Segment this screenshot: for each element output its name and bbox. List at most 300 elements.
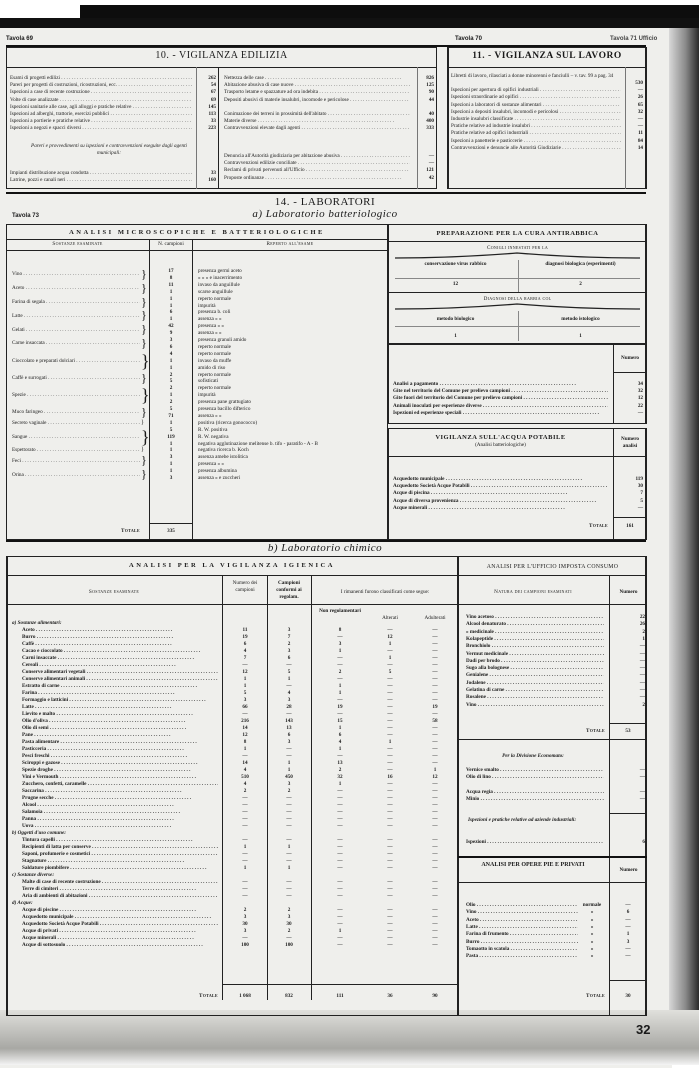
- igienica-sostanza-label: Olio di semi . . .: [22, 725, 218, 732]
- edilizia-right-label: Conimazione dei terreni in prossimità dell'abitato . . .: [224, 111, 410, 118]
- micro-reperto-text: presenza granuli amido: [198, 337, 247, 343]
- lavoro-value: —: [637, 123, 643, 130]
- igienica-sostanza-label: Burro . . .: [22, 634, 218, 641]
- micro-reperto-text: sofisticati: [198, 378, 219, 385]
- consumo-total-bottom-rule: [458, 739, 647, 740]
- igienica-cell-value: —: [387, 886, 393, 892]
- micro-brace-icon: }: [141, 385, 150, 406]
- micro-reperto-text: negativa ricerca b. Koch: [198, 447, 249, 454]
- varie-row: [393, 381, 643, 388]
- micro-total-value: 335: [167, 528, 175, 534]
- igienica-cell-value: —: [387, 879, 393, 885]
- igienica-sostanza-label: Sciroppi e gazose . . .: [22, 760, 218, 767]
- micro-reperto-text: assenza amebe istolitica: [198, 454, 248, 461]
- igienica-cell-value: 1: [388, 641, 392, 647]
- micro-campioni-value: 1: [169, 364, 173, 371]
- lavoro-value: 26: [637, 94, 643, 101]
- micro-reperto-text: R. W. positiva: [198, 426, 228, 433]
- varie-value: 32: [637, 388, 643, 395]
- igienica-cell-value: 19: [337, 704, 343, 710]
- igienica-total-value: 36: [387, 993, 393, 999]
- consumo-row: [466, 658, 645, 665]
- igienica-row: [22, 844, 220, 851]
- lab-batteriologico-subtitle: a) Laboratorio batteriologico: [252, 208, 398, 220]
- igienica-cell-value: 7: [243, 655, 247, 661]
- edilizia-subheading: Pareri e provvedimenti su ispezioni e contravvenzioni eseguite dagli agenti municipali:: [31, 143, 187, 156]
- igienica-cell-value: 4: [243, 648, 247, 654]
- igienica-cell-value: 2: [287, 641, 291, 647]
- micro-campioni-value: 5: [169, 426, 173, 433]
- edilizia-right2-row: [224, 175, 434, 182]
- acqua-value: 7: [640, 490, 643, 497]
- igienica-cell-value: 19: [242, 634, 248, 640]
- lavoro-label: Contravvenzioni e denuncie alle Autorità Giudiziarie . . .: [451, 145, 621, 152]
- acqua-row: [393, 476, 643, 483]
- micro-sostanza-label: [12, 340, 140, 347]
- consumo-total-rule: [609, 723, 647, 724]
- igienica-row: [22, 935, 220, 942]
- lavoro-row: [451, 109, 641, 116]
- igienica-cell-value: —: [242, 823, 248, 829]
- igienica-cell-value: 1: [338, 725, 342, 731]
- aziende-row: [466, 839, 645, 846]
- col-conservazione: conservazione virus rabbico: [424, 261, 487, 267]
- igienica-cell-value: 8: [243, 739, 247, 745]
- micro-campioni-value: 1: [169, 447, 173, 454]
- micro-campioni-value: 2: [169, 399, 173, 406]
- igienica-cell-value: 12: [242, 669, 248, 675]
- igienica-cell-value: —: [286, 823, 292, 829]
- opere-pie-row: [466, 924, 646, 931]
- acqua-value: 30: [637, 483, 643, 490]
- consumo-col-numero: Numero: [619, 589, 638, 595]
- igienica-cell-value: —: [242, 816, 248, 822]
- igienica-sostanza-label: Cereali . . .: [22, 662, 218, 669]
- igienica-cell-value: —: [337, 662, 343, 668]
- igienica-row: [22, 788, 220, 795]
- igienica-cell-value: 19: [432, 704, 438, 710]
- igienica-section-heading: b) Oggetti d'uso comune:: [12, 830, 67, 836]
- igienica-sostanza-label: Pasta alimentare . . .: [22, 739, 218, 746]
- antirabbica-title: PREPARAZIONE PER LA CURA ANTIRABBICA: [436, 230, 599, 237]
- acqua-subtitle: (Analisi batteriologiche): [475, 442, 526, 448]
- igienica-row: [22, 795, 220, 802]
- igienica-cell-value: —: [286, 662, 292, 668]
- economato-row: [466, 796, 645, 803]
- igienica-cell-value: —: [432, 823, 438, 829]
- igienica-cell-value: —: [286, 809, 292, 815]
- microscopiche-title: ANALISI MICROSCOPICHE E BATTERIOLOGICHE: [69, 229, 325, 236]
- igienica-col-alterati: Alterati: [382, 615, 398, 621]
- lavoro-label: Ispezioni a depositi insalubri, incomodi e pericolosi . . .: [451, 109, 621, 116]
- diagnosi-label: Diagnosi della rabbia col: [483, 296, 552, 302]
- micro-brace-icon: }: [141, 322, 147, 337]
- igienica-sostanza-label: Conserve alimentari animali . . .: [22, 676, 218, 683]
- igienica-row: [22, 627, 220, 634]
- igienica-cell-value: —: [432, 865, 438, 871]
- lavoro-title-rule: [447, 67, 647, 68]
- igienica-sostanza-label: Caffè . . .: [22, 641, 218, 648]
- edilizia-left-value: 69: [210, 96, 216, 103]
- micro-campioni-value: 2: [169, 385, 173, 392]
- igienica-cell-value: —: [432, 816, 438, 822]
- edilizia-left-label: Ispezioni sanitarie alle case, agli alloggi e pratiche relative . . .: [10, 104, 192, 111]
- igienica-row: [22, 662, 220, 669]
- micro-campioni-value: 5: [169, 406, 173, 412]
- micro-brace-icon: }: [141, 294, 147, 309]
- igienica-cell-value: 4: [243, 781, 247, 787]
- igienica-row: [22, 655, 220, 662]
- igienica-cell-value: 2: [287, 928, 291, 934]
- igienica-cell-value: —: [337, 921, 343, 927]
- igienica-cell-value: —: [387, 725, 393, 731]
- igienica-sostanza-label: Acquedotto municipale . . .: [22, 914, 218, 921]
- igienica-sostanza-label: Lievito e malto . . .: [22, 711, 218, 718]
- igienica-sostanza-label: Cacao e cioccolato . . .: [22, 648, 218, 655]
- opere-pie-label: Vino . . .: [466, 909, 578, 916]
- igienica-cell-value: —: [432, 858, 438, 864]
- igienica-sostanza-label: Acque di privati . . .: [22, 928, 218, 935]
- igienica-cell-value: 5: [287, 669, 291, 675]
- igienica-cell-value: —: [286, 795, 292, 801]
- micro-reperto-text: negativa agglutinazione melitense b. tifo - paratifo - A - B: [198, 440, 318, 447]
- igienica-cell-value: —: [432, 907, 438, 913]
- igienica-cell-value: —: [242, 662, 248, 668]
- igienica-cell-value: 1: [287, 865, 291, 871]
- igienica-sostanza-label: Acquedotto Società Acque Potabili . . .: [22, 921, 218, 928]
- consumo-value: —: [639, 679, 645, 686]
- igienica-cell-value: 32: [337, 774, 343, 780]
- opere-pie-value: —: [625, 902, 631, 908]
- igienica-cell-value: 143: [285, 718, 293, 724]
- igienica-row: [22, 781, 220, 788]
- val-metodo-istologico: 1: [579, 333, 582, 339]
- scan-top-border: [0, 0, 699, 28]
- igienica-cell-value: 6: [338, 732, 342, 738]
- igienica-cell-value: —: [432, 641, 438, 647]
- igienica-cell-value: —: [387, 718, 393, 724]
- igienica-cell-value: —: [387, 823, 393, 829]
- micro-sostanza-label: [12, 313, 140, 320]
- igienica-sostanza-label: Latte . . .: [22, 704, 218, 711]
- micro-reperto-text: reperto normale: [198, 350, 231, 357]
- micro-reperto-text: reperto normale: [198, 371, 231, 378]
- edilizia-left-row: [10, 104, 216, 111]
- acqua-row: [393, 505, 643, 512]
- igienica-cell-value: 1: [287, 767, 291, 773]
- micro-reperto-text: impurità: [198, 392, 216, 399]
- lavoro-row: [451, 138, 641, 145]
- igienica-cell-value: 5: [243, 690, 247, 696]
- igienica-row: [22, 879, 220, 886]
- acqua-label: Acquedotto Società Acque Potabili . . .: [393, 483, 608, 490]
- antirabbica-mid-rule: [388, 292, 647, 293]
- varie-header-rule: [613, 372, 647, 373]
- igienica-cell-value: 1: [243, 865, 247, 871]
- consumo-value: —: [639, 643, 645, 650]
- micro-campioni-value: 3: [169, 454, 173, 461]
- igienica-cell-value: —: [242, 753, 248, 759]
- consumo-value: 1: [642, 635, 645, 642]
- igienica-cell-value: —: [242, 802, 248, 808]
- igienica-cell-value: —: [286, 879, 292, 885]
- varie-value: 22: [637, 402, 643, 409]
- economato-label: Vernice smalto . . .: [466, 767, 604, 774]
- igienica-cell-value: —: [387, 676, 393, 682]
- igienica-col-numero: Numero dei campioni: [232, 580, 258, 593]
- acqua-total-value: 161: [626, 523, 634, 529]
- varie-row: [393, 410, 643, 417]
- igienica-sostanza-label: Recipienti di latta per conserve . . .: [22, 844, 218, 851]
- micro-sostanza-label: [12, 458, 140, 465]
- igienica-cell-value: —: [432, 746, 438, 752]
- igienica-cell-value: —: [432, 669, 438, 675]
- igienica-row: [22, 746, 220, 753]
- igienica-cell-value: —: [286, 802, 292, 808]
- consumo-row: [466, 665, 645, 672]
- igienica-row: [22, 921, 220, 928]
- igienica-col-rimanenti: I rimanenti furono classificati come segue:: [340, 589, 430, 595]
- igienica-cell-value: —: [337, 802, 343, 808]
- igienica-cell-value: 3: [243, 928, 247, 934]
- igienica-cell-value: 3: [287, 648, 291, 654]
- igienica-cell-value: —: [337, 907, 343, 913]
- opere-pie-header-rule: [458, 882, 647, 883]
- lavoro-row: [451, 145, 641, 152]
- edilizia-left-row: [10, 118, 216, 125]
- edilizia-left-row: [10, 125, 216, 132]
- igienica-cell-value: —: [387, 928, 393, 934]
- igienica-sostanza-label: Pane . . .: [22, 732, 218, 739]
- igienica-total-value: 832: [285, 993, 293, 999]
- lavoro-label: Ispezioni a panetterie e pasticcerie . . .: [451, 138, 621, 145]
- igienica-cell-value: 1: [243, 683, 247, 689]
- lavoro-value: 32: [637, 108, 643, 115]
- igienica-cell-value: —: [387, 704, 393, 710]
- igienica-sostanza-label: Aria di ambienti di abitazioni . . .: [22, 893, 218, 900]
- igienica-cell-value: —: [337, 942, 343, 948]
- micro-brace-icon: }: [141, 447, 144, 454]
- igienica-title-rule: [6, 575, 458, 576]
- igienica-cell-value: —: [387, 753, 393, 759]
- edilizia-left-label: Ispezioni a negozi e spacci diversi . . .: [10, 125, 192, 132]
- consumo-label: » medicinale . . .: [466, 629, 604, 636]
- col-metodo-biologico: metodo biologico: [436, 316, 475, 322]
- edilizia-right-value: 90: [428, 89, 434, 96]
- acqua-numero-header: Numero analisi: [620, 436, 640, 449]
- igienica-cell-value: 1: [243, 676, 247, 682]
- igienica-cell-value: —: [432, 711, 438, 717]
- opere-pie-qualifier: »: [590, 931, 594, 938]
- igienica-cell-value: 3: [338, 641, 342, 647]
- igienica-cell-value: 3: [287, 914, 291, 920]
- igienica-row: [22, 760, 220, 767]
- igienica-cell-value: —: [387, 662, 393, 668]
- micro-sostanza-label: [12, 409, 140, 416]
- edilizia-right2-value: —: [428, 153, 434, 159]
- igienica-sostanza-label: Farina . . .: [22, 690, 218, 697]
- acqua-label: Acquedotto municipale . . .: [393, 476, 608, 483]
- consumo-title: ANALISI PER L'UFFICIO IMPOSTA CONSUMO: [486, 564, 619, 570]
- edilizia-left-row: [10, 89, 216, 96]
- micro-campioni-value: 3: [169, 475, 173, 481]
- igienica-cell-value: —: [337, 788, 343, 794]
- micro-reperto-text: assenza » e zuccheri: [198, 475, 241, 481]
- igienica-cell-value: —: [432, 795, 438, 801]
- edilizia-right-row: [224, 125, 434, 132]
- micro-reperto-text: impurità: [198, 302, 216, 309]
- edilizia-right-value: 826: [426, 75, 434, 81]
- edilizia-right-row: [224, 118, 434, 125]
- consumo-label: Vino . . .: [466, 702, 604, 709]
- igienica-cell-value: 1: [287, 760, 291, 766]
- opere-pie-value: —: [625, 923, 631, 930]
- igienica-cell-value: —: [337, 795, 343, 801]
- micro-campioni-value: 1: [169, 288, 173, 295]
- micro-sostanza-label: [12, 299, 140, 306]
- edilizia-left-value: 223: [208, 125, 216, 132]
- igienica-cell-value: 3: [287, 627, 291, 633]
- igienica-row: [22, 690, 220, 697]
- consumo-label: Alcool denaturato . . .: [466, 621, 604, 628]
- igienica-cell-value: 1: [433, 767, 437, 773]
- igienica-cell-value: —: [286, 683, 292, 689]
- consumo-value: —: [639, 665, 645, 672]
- igienica-cell-value: 12: [242, 732, 248, 738]
- igienica-cell-value: 3: [287, 739, 291, 745]
- igienica-cell-value: —: [432, 655, 438, 661]
- consumo-col-natura: Natura dei campioni esaminati: [494, 589, 572, 595]
- igienica-sostanza-label: Estratto di carne . . .: [22, 683, 218, 690]
- igienica-cell-value: —: [387, 935, 393, 941]
- aziende-value: 6: [642, 839, 645, 845]
- igienica-section-heading: a) Sostanze alimentari:: [12, 620, 62, 626]
- micro-campioni-value: 2: [169, 371, 173, 378]
- igienica-row: [22, 907, 220, 914]
- micro-reperto-text: R. W. negativa: [198, 433, 229, 440]
- igienica-cell-value: 12: [387, 634, 393, 640]
- micro-sostanza-label: [12, 472, 140, 479]
- igienica-cell-value: 1: [388, 739, 392, 745]
- micro-reperto-text: positiva (ricerca gonococco): [198, 419, 258, 426]
- igienica-cell-value: 450: [285, 774, 293, 780]
- micro-sostanza-name: Carne insaccata . . .: [12, 340, 140, 347]
- igienica-cell-value: 2: [338, 767, 342, 773]
- igienica-cell-value: 30: [242, 921, 248, 927]
- igienica-cell-value: 1: [388, 655, 392, 661]
- igienica-cell-value: —: [432, 942, 438, 948]
- micro-sostanza-label: [12, 447, 140, 454]
- microscopiche-title-rule: [6, 239, 388, 240]
- igienica-cell-value: —: [337, 851, 343, 857]
- igienica-cell-value: —: [432, 851, 438, 857]
- consumo-total-value: 53: [625, 728, 631, 734]
- igienica-cell-value: —: [387, 760, 393, 766]
- igienica-sostanza-label: Olio d'oliva . . .: [22, 718, 218, 725]
- opere-pie-qualifier: »: [590, 916, 594, 923]
- igienica-sostanza-label: Alcool . . .: [22, 802, 218, 809]
- consumo-label: Rosalene . . .: [466, 694, 604, 701]
- igienica-sostanza-label: Spezie droghe . . .: [22, 767, 218, 774]
- val-diagnosi-biologica: 2: [579, 281, 582, 287]
- opere-pie-label: Burro . . .: [466, 939, 578, 946]
- igienica-cell-value: 2: [338, 669, 342, 675]
- micro-brace-icon: }: [141, 426, 150, 447]
- igienica-cell-value: 2: [287, 907, 291, 913]
- edilizia-left-row: [10, 75, 216, 82]
- igienica-cell-value: 14: [242, 725, 248, 731]
- igienica-cell-value: —: [432, 676, 438, 682]
- igienica-cell-value: 8: [338, 627, 342, 633]
- lab-chimico-subtitle: b) Laboratorio chimico: [267, 542, 383, 554]
- edilizia-right-value: 44: [428, 96, 434, 103]
- igienica-cell-value: 30: [286, 921, 292, 927]
- opere-pie-label: Pasta . . .: [466, 953, 578, 960]
- igienica-cell-value: 13: [337, 760, 343, 766]
- igienica-col-sostanze: Sostanze esaminate: [88, 589, 140, 595]
- economato-row: [466, 789, 645, 796]
- varie-value: 34: [637, 381, 643, 387]
- edilizia-left-value: 54: [210, 82, 216, 89]
- micro-campioni-value: 3: [169, 337, 173, 343]
- igienica-cell-value: —: [387, 858, 393, 864]
- lavoro-row: [451, 123, 641, 130]
- opere-pie-qualifier: »: [590, 923, 594, 930]
- opere-pie-value: —: [625, 953, 631, 960]
- igienica-sostanza-label: Terre di cimiteri . . .: [22, 886, 218, 893]
- lavoro-value: 11: [638, 130, 643, 137]
- igienica-sostanza-label: Malte di case di recente costruzione . . .: [22, 879, 218, 886]
- micro-sostanza-label: [12, 285, 140, 292]
- edilizia-left-label: Esami di progetti edilizi . . .: [10, 75, 192, 82]
- micro-sostanza-label: [12, 327, 140, 334]
- micro-reperto-text: amido di riso: [198, 364, 226, 371]
- laboratori-title: 14. - LABORATORI: [274, 196, 376, 208]
- micro-sostanza-name: Latte . . .: [12, 313, 140, 320]
- micro-campioni-value: 5: [169, 378, 173, 385]
- micro-sostanza-name: Farina di segala . . .: [12, 299, 140, 306]
- igienica-cell-value: 5: [388, 669, 392, 675]
- edilizia-right-value: 400: [426, 118, 434, 124]
- opere-pie-total-value: 30: [625, 993, 631, 999]
- col-header-sostanze: Sostanze esaminate: [52, 241, 103, 247]
- lavoro-value: 65: [637, 101, 643, 108]
- micro-reperto-text: assenza » »: [198, 316, 222, 323]
- micro-sostanza-name: Orina . . .: [12, 472, 140, 479]
- consumo-value: 22: [639, 614, 645, 620]
- igienica-cell-value: —: [286, 893, 292, 899]
- igienica-sostanza-label: Carni insaccate . . .: [22, 655, 218, 662]
- consumo-value: 2: [642, 628, 645, 635]
- opere-pie-qualifier: »: [590, 909, 594, 916]
- micro-reperto-text: presenza » »: [198, 461, 224, 468]
- opere-pie-row: [466, 939, 646, 946]
- lavoro-label: Ispezioni a laboratori di sostanze alimentari . . .: [451, 102, 621, 109]
- opere-pie-row: [466, 902, 646, 909]
- igienica-cell-value: —: [432, 739, 438, 745]
- col-metodo-istologico: metodo istologico: [561, 316, 600, 322]
- igienica-cell-value: —: [337, 858, 343, 864]
- edilizia-right-value: 40: [428, 110, 434, 117]
- edilizia-right-label: Trasporto letame e spazzature ad ora indebita . . .: [224, 89, 410, 96]
- tavola-label-left: Tavola 69: [6, 36, 33, 42]
- consumo-label: Dadi per brodo . . .: [466, 658, 604, 665]
- economato-value: —: [639, 774, 645, 781]
- igienica-sostanza-label: Uova . . .: [22, 823, 218, 830]
- igienica-cell-value: —: [387, 816, 393, 822]
- edilizia-right2-label: Denuncia all'Autorità giudiziaria per abitazione abusiva . . .: [224, 153, 410, 160]
- acqua-row: [393, 498, 643, 505]
